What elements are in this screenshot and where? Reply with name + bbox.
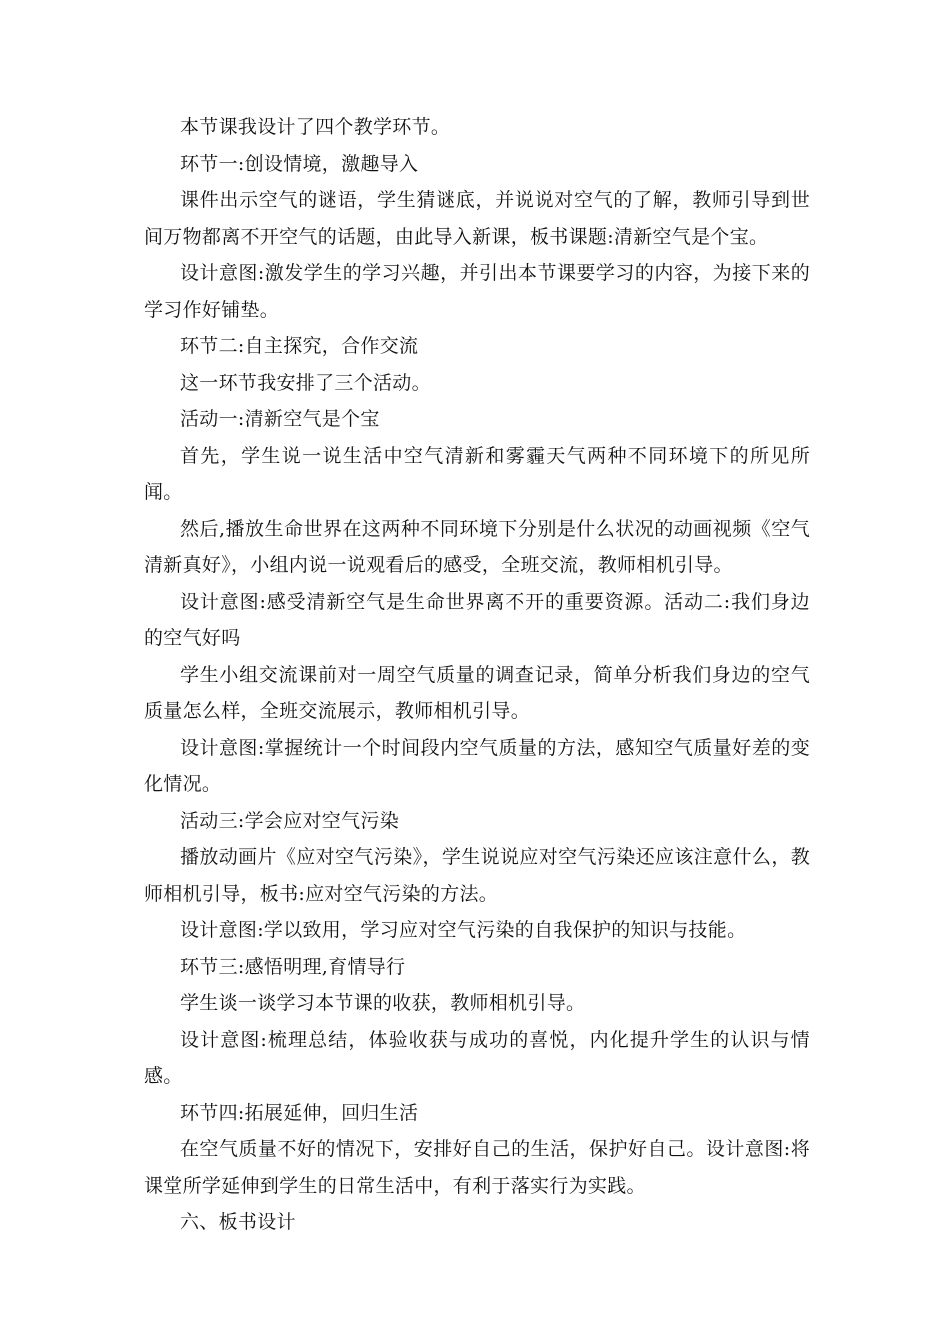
paragraph-activity-1-intent: 设计意图:感受清新空气是生命世界离不开的重要资源。活动二:我们身边的空气好吗 — [144, 590, 810, 649]
heading-section-2: 环节二:自主探究，合作交流 — [180, 335, 419, 357]
paragraph-section-1-intent: 设计意图:激发学生的学习兴趣，并引出本节课要学习的内容，为接下来的学习作好铺垫。 — [144, 262, 810, 321]
heading-section-1: 环节一:创设情境，激趣导入 — [180, 152, 419, 175]
paragraph-section-1-body: 课件出示空气的谜语，学生猜谜底，并说说对空气的了解，教师引导到世间万物都离不开空气的话题，由此导入新课，板书课题:清新空气是个宝。 — [144, 189, 810, 248]
heading-activity-1: 活动一:清新空气是个宝 — [180, 408, 380, 430]
paragraph-activity-1-step-2: 然后,播放生命世界在这两种不同环境下分别是什么状况的动画视频《空气清新真好》，小组内说一说观看后的感受，全班交流，教师相机引导。 — [144, 517, 810, 576]
heading-board-design: 六、板书设计 — [180, 1211, 296, 1233]
paragraph-section-2-overview: 这一环节我安排了三个活动。 — [180, 371, 431, 394]
paragraph-activity-1-step-1: 首先，学生说一说生活中空气清新和雾霾天气两种不同环境下的所见所闻。 — [144, 444, 810, 503]
paragraph-activity-3-intent: 设计意图:学以致用，学习应对空气污染的自我保护的知识与技能。 — [180, 919, 747, 941]
paragraph-activity-3-body: 播放动画片《应对空气污染》，学生说说应对空气污染还应该注意什么，教师相机引导，板书:应对空气污染的方法。 — [144, 846, 810, 905]
heading-section-3: 环节三:感悟明理,育情导行 — [180, 955, 406, 978]
paragraph-section-3-body: 学生谈一谈学习本节课的收获，教师相机引导。 — [180, 992, 586, 1014]
paragraph-section-3-intent: 设计意图:梳理总结，体验收获与成功的喜悦，内化提升学生的认识与情感。 — [144, 1028, 810, 1087]
heading-activity-3: 活动三:学会应对空气污染 — [180, 809, 400, 832]
paragraph-section-4-body: 在空气质量不好的情况下，安排好自己的生活，保护好自己。设计意图:将课堂所学延伸到学生的日常生活中，有利于落实行为实践。 — [144, 1138, 810, 1197]
document-body — [144, 109, 810, 1241]
paragraph-activity-2-intent: 设计意图:掌握统计一个时间段内空气质量的方法，感知空气质量好差的变化情况。 — [144, 736, 810, 795]
heading-section-4: 环节四:拓展延伸，回归生活 — [180, 1101, 419, 1124]
paragraph-intro: 本节课我设计了四个教学环节。 — [180, 116, 451, 138]
paragraph-activity-2-body: 学生小组交流课前对一周空气质量的调查记录，简单分析我们身边的空气质量怎么样，全班交流展示，教师相机引导。 — [144, 663, 810, 722]
